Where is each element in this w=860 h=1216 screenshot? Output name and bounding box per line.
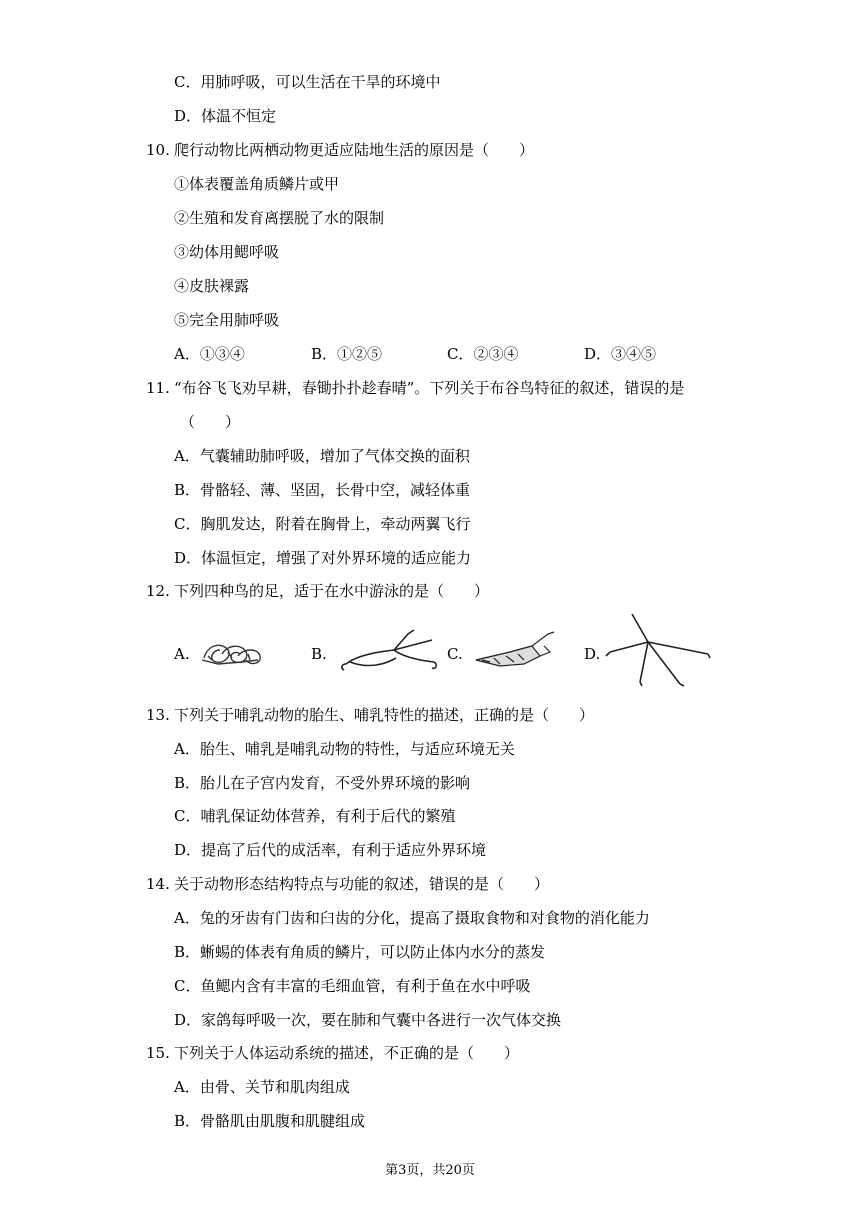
- q12-label-c: C.: [447, 645, 463, 663]
- q10-option-a: A．①③④: [174, 345, 245, 363]
- q11-bracket: （ ）: [180, 413, 241, 431]
- q10-number: 10.: [146, 141, 170, 159]
- q14-text: 关于动物形态结构特点与功能的叙述，错误的是（ ）: [174, 875, 550, 893]
- q13-option-b: B．胎儿在子宫内发育，不受外界环境的影响: [174, 774, 471, 792]
- q10-item-2: ②生殖和发育离摆脱了水的限制: [174, 209, 385, 227]
- q11-option-c: C．胸肌发达，附着在胸骨上，牵动两翼飞行: [174, 515, 471, 533]
- q13-option-c: C．哺乳保证幼体营养，有利于后代的繁殖: [174, 807, 456, 825]
- q15-number: 15.: [146, 1044, 170, 1062]
- q11-option-b: B．骨骼轻、薄、坚固，长骨中空，减轻体重: [174, 481, 471, 499]
- q11-text: “布谷飞飞劝早耕，春锄扑扑趁春晴”。下列关于布谷鸟特征的叙述，错误的是: [174, 379, 685, 397]
- q10-option-d: D．③④⑤: [584, 345, 657, 363]
- q10-item-5: ⑤完全用肺呼吸: [174, 311, 280, 329]
- q12-label-b: B.: [311, 645, 327, 663]
- q10-text: 爬行动物比两栖动物更适应陆地生活的原因是（ ）: [174, 141, 535, 159]
- q14-number: 14.: [146, 875, 170, 893]
- q13-option-a: A．胎生、哺乳是哺乳动物的特性，与适应环境无关: [174, 740, 515, 758]
- q10-option-b: B．①②⑤: [311, 345, 383, 363]
- q13-number: 13.: [146, 706, 170, 724]
- q9-option-d: D．体温不恒定: [174, 107, 277, 125]
- page-footer: 第3页，共20页: [385, 1163, 475, 1178]
- q15-text: 下列关于人体运动系统的描述，不正确的是（ ）: [174, 1044, 520, 1062]
- q10-item-3: ③幼体用鳃呼吸: [174, 243, 280, 261]
- bird-foot-b-image: [336, 628, 440, 674]
- q12-label-a: A.: [174, 645, 190, 663]
- bird-foot-a-image: [198, 636, 266, 672]
- q9-option-c: C．用肺呼吸，可以生活在干旱的环境中: [174, 73, 441, 91]
- q13-option-d: D．提高了后代的成活率，有利于适应外界环境: [174, 841, 487, 859]
- q14-option-c: C．鱼鳃内含有丰富的毛细血管，有利于鱼在水中呼吸: [174, 977, 531, 995]
- bird-foot-c-image: [470, 630, 560, 672]
- q14-option-a: A．兔的牙齿有门齿和臼齿的分化，提高了摄取食物和对食物的消化能力: [174, 909, 650, 927]
- q14-option-d: D．家鸽每呼吸一次，要在肺和气囊中各进行一次气体交换: [174, 1011, 562, 1029]
- q11-option-d: D．体温恒定，增强了对外界环境的适应能力: [174, 549, 472, 567]
- bird-foot-d-image: [604, 612, 712, 688]
- q15-option-b: B．骨骼肌由肌腹和肌腱组成: [174, 1112, 366, 1130]
- q10-item-1: ①体表覆盖角质鳞片或甲: [174, 175, 340, 193]
- q12-text: 下列四种鸟的足，适于在水中游泳的是（ ）: [174, 582, 490, 600]
- q10-option-c: C．②③④: [447, 345, 519, 363]
- q12-label-d: D.: [584, 645, 601, 663]
- q11-option-a: A．气囊辅助肺呼吸，增加了气体交换的面积: [174, 447, 470, 465]
- q10-item-4: ④皮肤裸露: [174, 277, 250, 295]
- q14-option-b: B．蜥蜴的体表有角质的鳞片，可以防止体内水分的蒸发: [174, 943, 546, 961]
- q12-number: 12.: [146, 582, 170, 600]
- q11-number: 11.: [146, 379, 170, 397]
- q13-text: 下列关于哺乳动物的胎生、哺乳特性的描述，正确的是（ ）: [174, 706, 595, 724]
- q15-option-a: A．由骨、关节和肌肉组成: [174, 1078, 350, 1096]
